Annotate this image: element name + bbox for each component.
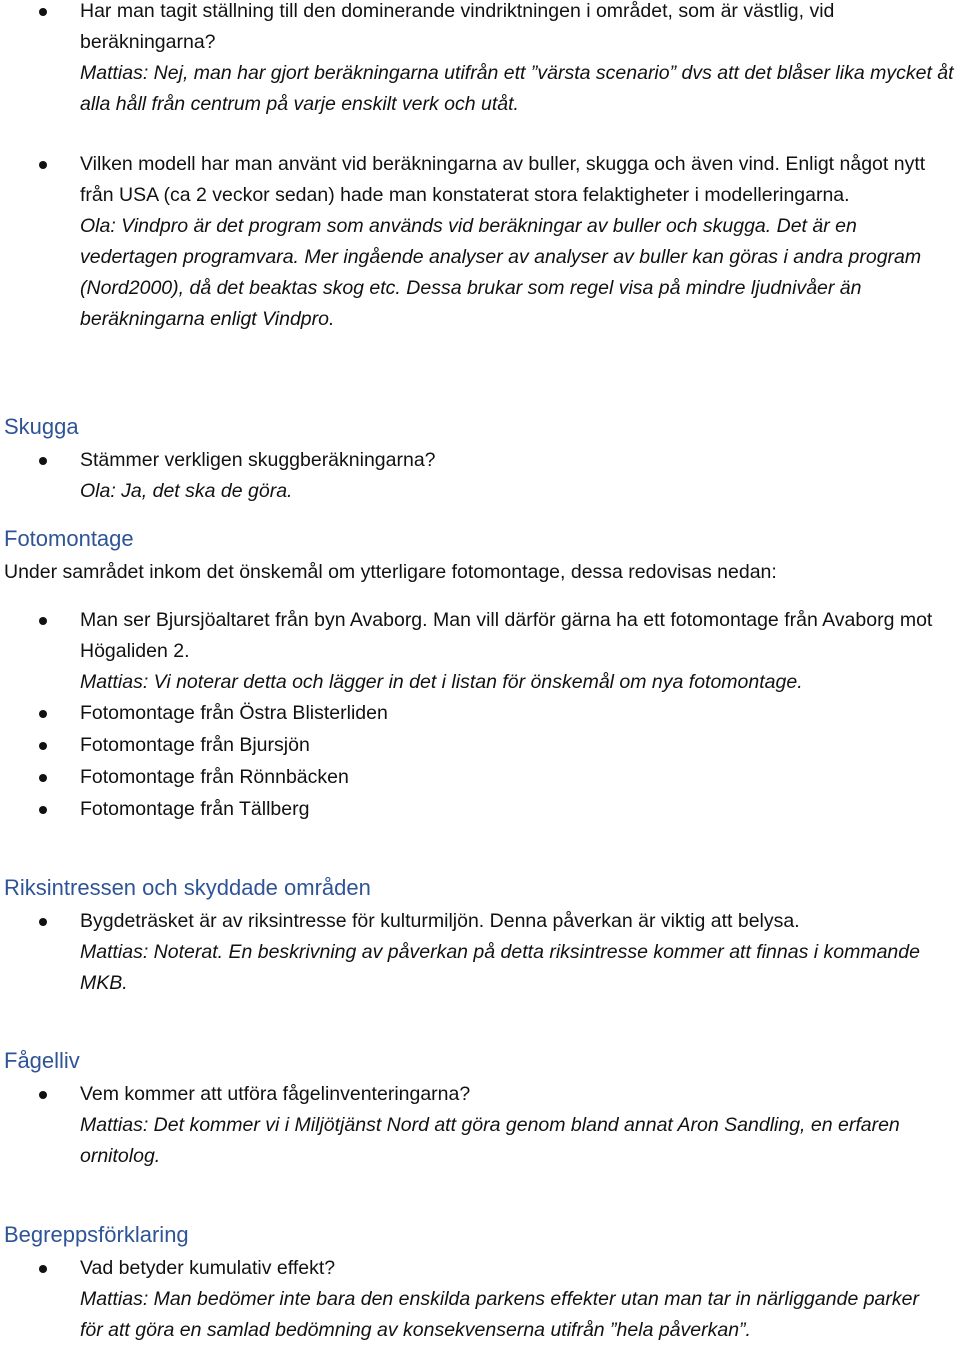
bullet-icon [39,161,47,169]
heading-begreppsforklaring: Begreppsförklaring [4,1222,189,1247]
intro-section-2 [0,149,960,335]
intro-section [0,0,960,120]
list-item [0,1253,940,1346]
list-item [0,762,940,793]
list-item [0,0,955,120]
answer-text: Mattias: Nej, man har gjort beräkningarna utifrån ett ”värsta scenario” dvs att det blåser lika mycket åt alla håll från centrum på varje enskilt verk och utåt. [80,62,954,115]
bullet-icon [39,457,47,465]
list-item [0,730,940,761]
question-text: Har man tagit ställning till den dominerande vindriktningen i området, som är västlig, vid beräkningarna? [80,0,835,53]
bullet-icon [39,617,47,625]
list-item [0,149,955,335]
bullet-icon [39,8,47,16]
answer-text: Mattias: Noterat. En beskrivning av påverkan på detta riksintresse kommer att finnas i kommande MKB. [80,941,920,994]
item-text: Fotomontage från Östra Blisterliden [80,702,388,724]
item-text: Fotomontage från Rönnbäcken [80,766,349,788]
list-item [0,794,940,825]
list-item [0,1079,940,1172]
fagelliv-list [0,1079,960,1172]
heading-skugga: Skugga [4,414,79,439]
answer-text: Mattias: Det kommer vi i Miljötjänst Nord att göra genom bland annat Aron Sandling, en erfaren ornitolog. [80,1114,900,1167]
item-text: Fotomontage från Bjursjön [80,734,310,756]
answer-text: Ola: Ja, det ska de göra. [80,480,293,502]
question-text: Man ser Bjursjöaltaret från byn Avaborg. Man vill därför gärna ha ett fotomontage från Avaborg mot Högaliden 2. [80,609,933,662]
question-text: Vem kommer att utföra fågelinventeringarna? [80,1083,471,1105]
question-text: Stämmer verkligen skuggberäkningarna? [80,449,436,471]
riksintressen-list [0,906,960,999]
bullet-icon [39,710,47,718]
fotomontage-list [0,605,960,698]
answer-text: Mattias: Man bedömer inte bara den enskilda parkens effekter utan man tar in närliggande parker för att göra en samlad bedömning av konsekvenserna utifrån ”hela påverkan”. [80,1288,919,1341]
fotomontage-list-2 [0,698,960,825]
question-text: Vilken modell har man använt vid beräkningarna av buller, skugga och även vind. Enligt något nytt från USA (ca 2 veckor sedan) hade man konstaterat stora felaktigheter i modelleringarna. [80,153,926,206]
heading-fotomontage: Fotomontage [4,526,134,551]
item-text: Fotomontage från Tällberg [80,798,310,820]
list-item [0,906,940,999]
bullet-icon [39,1091,47,1099]
question-text: Bygdeträsket är av riksintresse för kulturmiljön. Denna påverkan är viktig att belysa. [80,910,800,932]
fotomontage-intro: Under samrådet inkom det önskemål om ytterligare fotomontage, dessa redovisas nedan: [4,561,777,583]
list-item [0,698,940,729]
begrepp-list [0,1253,960,1346]
bullet-icon [39,774,47,782]
bullet-icon [39,806,47,814]
answer-text: Mattias: Vi noterar detta och lägger in det i listan för önskemål om nya fotomontage. [80,671,803,693]
list-item [0,445,940,507]
question-text: Vad betyder kumulativ effekt? [80,1257,336,1279]
answer-text: Ola: Vindpro är det program som används vid beräkningar av buller och skugga. Det är en vedertagen programvara. Mer ingående analyser av analyser av buller kan göras i andra program (Nord2000), då det beaktas skog etc. Dessa brukar som regel visa på mindre ljudnivåer än beräkningarna enligt Vindpro. [80,215,922,330]
list-item [0,605,940,698]
heading-fagelliv: Fågelliv [4,1048,80,1073]
bullet-icon [39,1265,47,1273]
skugga-list [0,445,960,507]
heading-riksintressen: Riksintressen och skyddade områden [4,875,371,900]
bullet-icon [39,918,47,926]
bullet-icon [39,742,47,750]
